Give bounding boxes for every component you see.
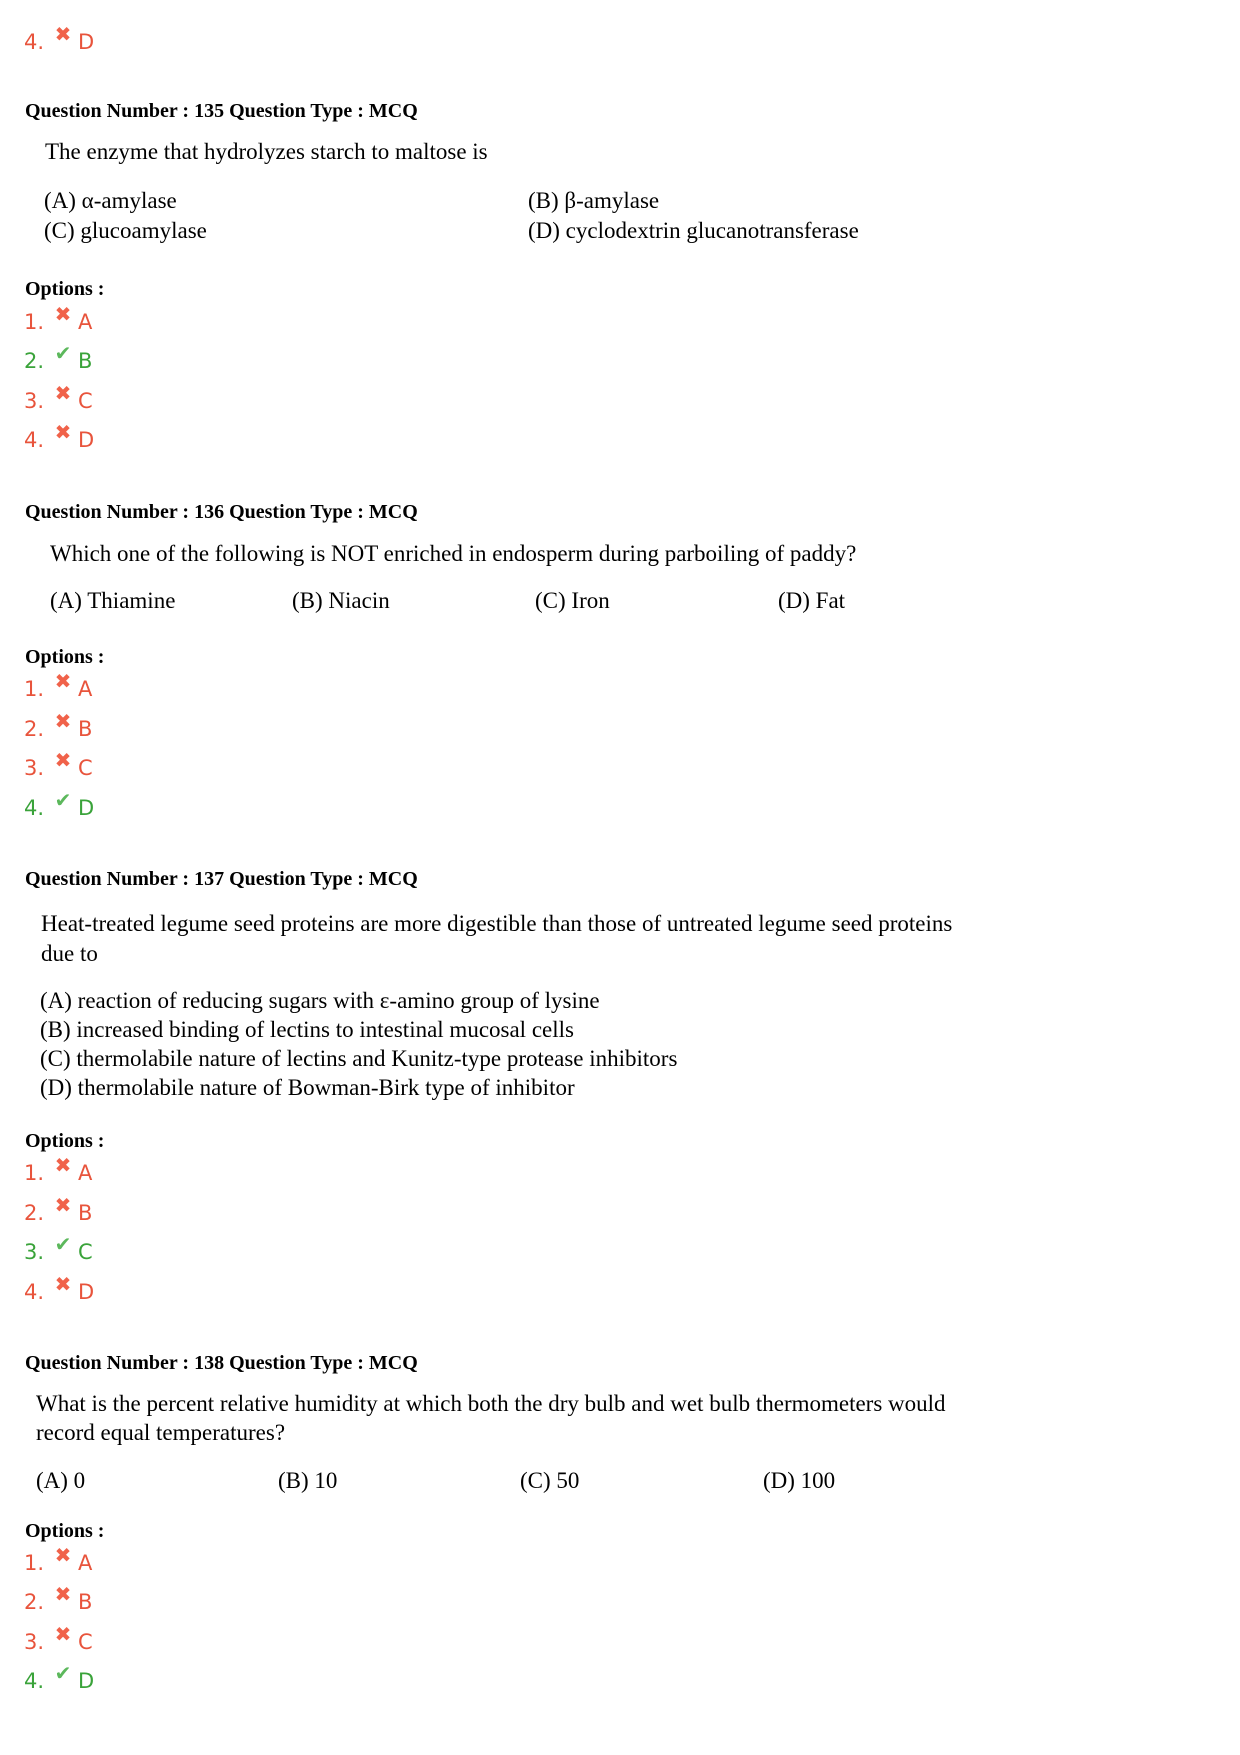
option-item: [24, 669, 93, 701]
cross-icon: ✖: [54, 1622, 72, 1646]
option-number: 3.: [24, 1630, 45, 1654]
choice-d: (D) Fat: [778, 588, 846, 613]
option-letter: D: [78, 1280, 95, 1304]
option-letter: A: [78, 677, 93, 701]
option-number: 2.: [24, 717, 45, 741]
option-letter: B: [78, 1590, 93, 1614]
cross-icon: ✖: [54, 302, 72, 326]
question-header: Question Number : 135 Question Type : MCQ: [25, 100, 418, 122]
options-label: Options :: [25, 278, 105, 300]
question-text-line-2: due to: [41, 941, 98, 966]
option-item: [24, 420, 95, 452]
question-text-line-1: Heat-treated legume seed proteins are more digestible than those of untreated legume seed proteins: [41, 911, 953, 936]
option-number: 2.: [24, 1590, 45, 1614]
cross-icon: ✖: [54, 1272, 72, 1296]
choice-c: (C) glucoamylase: [44, 218, 207, 243]
option-number: 3.: [24, 389, 45, 413]
option-item: [24, 1153, 93, 1185]
choice-b: (B) increased binding of lectins to intestinal mucosal cells: [40, 1017, 574, 1042]
option-number: 1.: [24, 1161, 45, 1185]
option-number: 4.: [24, 1669, 45, 1693]
check-icon: ✔: [54, 1232, 72, 1256]
option-number: 1.: [24, 310, 45, 334]
options-label: Options :: [25, 646, 105, 668]
question-text: The enzyme that hydrolyzes starch to maltose is: [45, 139, 488, 164]
choice-a: (A) α-amylase: [44, 188, 177, 213]
option-letter: B: [78, 717, 93, 741]
option-letter: C: [78, 1240, 93, 1264]
choice-d: (D) cyclodextrin glucanotransferase: [528, 218, 859, 243]
choice-b: (B) 10: [278, 1468, 338, 1493]
option-letter: D: [78, 796, 95, 820]
choice-c: (C) Iron: [535, 588, 610, 613]
option-item: [24, 341, 93, 373]
option-number: 1.: [24, 677, 45, 701]
choice-d: (D) 100: [763, 1468, 836, 1493]
choice-b: (B) β-amylase: [528, 188, 660, 213]
option-letter: C: [78, 1630, 93, 1654]
option-letter: A: [78, 310, 93, 334]
options-label: Options :: [25, 1130, 105, 1152]
options-label: Options :: [25, 1520, 105, 1542]
option-item: [24, 709, 93, 741]
option-letter: A: [78, 1161, 93, 1185]
choice-a: (A) 0: [36, 1468, 86, 1493]
choice-a: (A) reaction of reducing sugars with ε-amino group of lysine: [40, 988, 600, 1013]
option-number: 4.: [24, 796, 45, 820]
cross-icon: ✖: [54, 1543, 72, 1567]
check-icon: ✔: [54, 788, 72, 812]
cross-icon: ✖: [54, 669, 72, 693]
question-text: Which one of the following is NOT enriched in endosperm during parboiling of paddy?: [50, 541, 857, 566]
question-text-line-1: What is the percent relative humidity at which both the dry bulb and wet bulb thermometers would: [36, 1391, 946, 1416]
option-item: [24, 748, 93, 780]
option-letter: D: [78, 30, 95, 54]
option-item: [24, 1272, 95, 1304]
choice-c: (C) thermolabile nature of lectins and Kunitz-type protease inhibitors: [40, 1046, 678, 1071]
option-letter: B: [78, 1201, 93, 1225]
cross-icon: ✖: [54, 22, 72, 46]
cross-icon: ✖: [54, 709, 72, 733]
option-item: [24, 1622, 93, 1654]
question-text-line-2: record equal temperatures?: [36, 1420, 286, 1445]
option-item: [24, 1193, 93, 1225]
option-item: [24, 1582, 93, 1614]
option-item: [24, 1661, 95, 1693]
option-item: [24, 381, 93, 413]
choice-b: (B) Niacin: [292, 588, 390, 613]
choice-d: (D) thermolabile nature of Bowman-Birk type of inhibitor: [40, 1075, 575, 1100]
option-letter: C: [78, 389, 93, 413]
option-number: 4.: [24, 30, 45, 54]
cross-icon: ✖: [54, 748, 72, 772]
option-number: 2.: [24, 1201, 45, 1225]
option-letter: A: [78, 1551, 93, 1575]
option-number: 4.: [24, 1280, 45, 1304]
option-item: [24, 302, 93, 334]
option-number: 4.: [24, 428, 45, 452]
option-letter: B: [78, 349, 93, 373]
cross-icon: ✖: [54, 420, 72, 444]
option-number: 1.: [24, 1551, 45, 1575]
choice-c: (C) 50: [520, 1468, 580, 1493]
option-number: 2.: [24, 349, 45, 373]
option-item: [24, 1232, 93, 1264]
check-icon: ✔: [54, 1661, 72, 1685]
choice-a: (A) Thiamine: [50, 588, 176, 613]
cross-icon: ✖: [54, 381, 72, 405]
option-letter: C: [78, 756, 93, 780]
check-icon: ✔: [54, 341, 72, 365]
option-letter: D: [78, 1669, 95, 1693]
cross-icon: ✖: [54, 1153, 72, 1177]
option-letter: D: [78, 428, 95, 452]
option-item: [24, 1543, 93, 1575]
option-item: [24, 788, 95, 820]
question-header: Question Number : 137 Question Type : MCQ: [25, 868, 418, 890]
cross-icon: ✖: [54, 1193, 72, 1217]
question-header: Question Number : 136 Question Type : MCQ: [25, 501, 418, 523]
question-header: Question Number : 138 Question Type : MCQ: [25, 1352, 418, 1374]
option-number: 3.: [24, 1240, 45, 1264]
cross-icon: ✖: [54, 1582, 72, 1606]
option-item: [24, 22, 95, 54]
option-number: 3.: [24, 756, 45, 780]
